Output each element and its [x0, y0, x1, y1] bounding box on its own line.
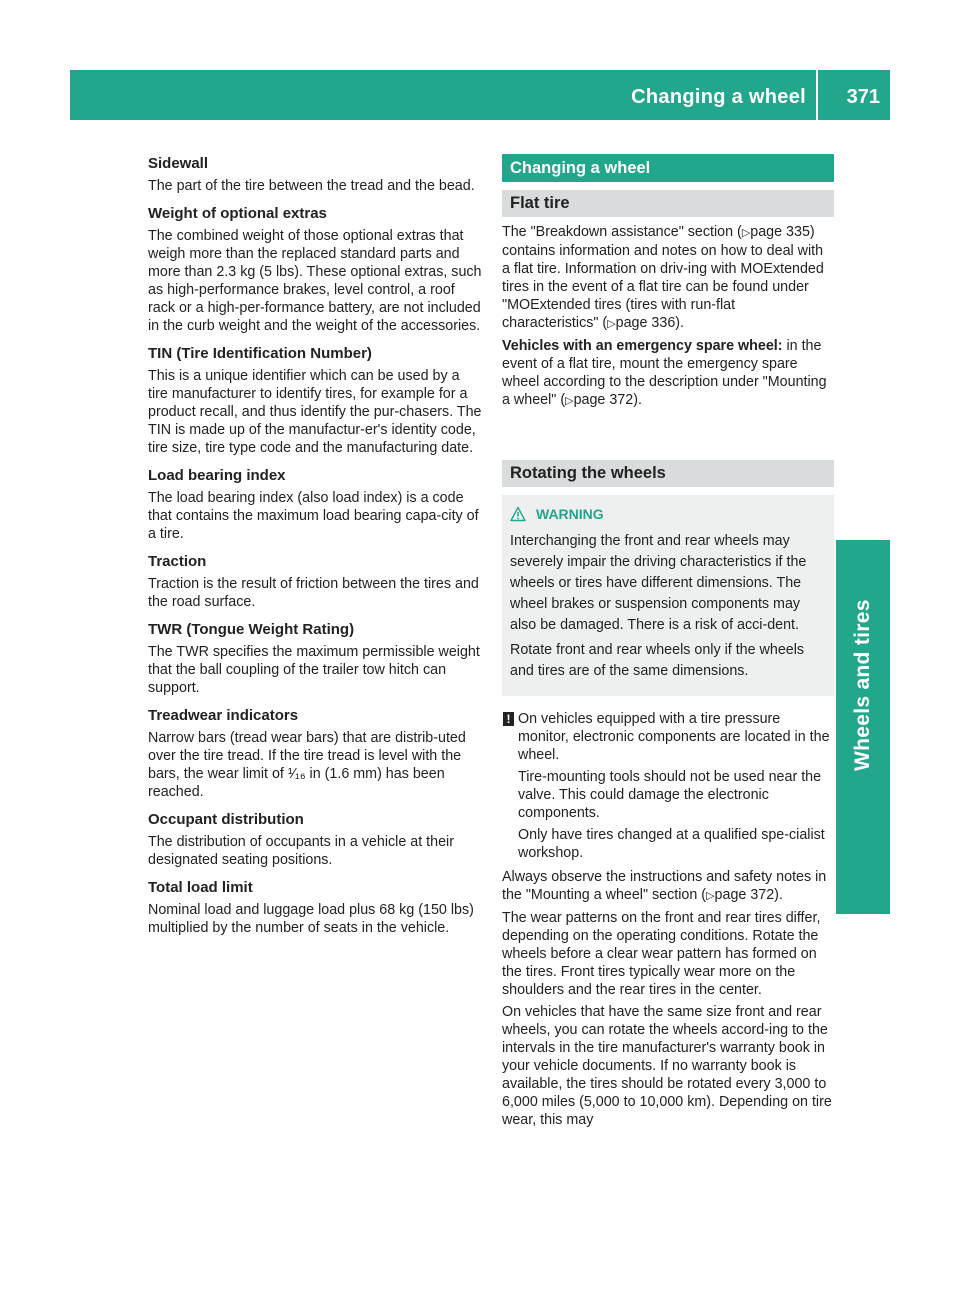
term-definition: The TWR specifies the maximum permissible weight that the ball coupling of the trailer tow hitch can support. [148, 644, 480, 696]
flat-tire-paragraph: The "Breakdown assistance" section (▷page 335) contains information and notes on how to deal with a flat tire. Information on driv-ing with MOExtended tires in the event of a flat tire can be found under "MOExtended tires (tires with run-flat characteristics" (▷page 336). [502, 224, 824, 331]
subsection-heading-rotating: Rotating the wheels [502, 460, 834, 487]
definition-entry [148, 154, 482, 195]
warning-text: Interchanging the front and rear wheels may severely impair the driving characteristics if the wheels or tires have different dimensions. The wheel brakes or suspension components may also be damaged. There is a risk of acci-dent. [510, 533, 807, 633]
term-definition: The load bearing index (also load index) is a code that contains the maximum load bearing capa-city of a tire. [148, 490, 479, 542]
notice-text: Only have tires changed at a qualified spe-cialist workshop. [518, 827, 825, 861]
warning-triangle-icon [510, 506, 526, 522]
term-heading: Weight of optional extras [148, 205, 327, 222]
warning-header [510, 505, 826, 523]
page-header [70, 70, 890, 120]
section-heading: Changing a wheel [502, 154, 834, 182]
safety-paragraph: Always observe the instructions and safety notes in the "Mounting a wheel" section (▷page 372). [502, 869, 827, 903]
term-heading: Load bearing index [148, 467, 286, 484]
side-tab-label: Wheels and tires [851, 599, 874, 771]
term-definition: Narrow bars (tread wear bars) that are distrib-uted over the tire tread. If the tire tread is level with the bars, the wear limit of ¹⁄₁₆ in (1.6 mm) has been reached. [148, 730, 466, 800]
warning-text: Rotate front and rear wheels only if the wheels and tires are of the same dimensions. [510, 642, 805, 679]
notice-block [502, 710, 834, 862]
page-title: Changing a wheel [631, 70, 818, 120]
term-heading: Traction [148, 553, 207, 570]
term-heading: TWR (Tongue Weight Rating) [148, 621, 355, 638]
rotation-interval-paragraph: On vehicles that have the same size front and rear wheels, you can rotate the wheels accord-ing to the intervals in the tire manufacturer's warranty book in your vehicle documents. If no warranty book is available, the tires should be rotated every 3,000 to 6,000 miles (5,000 to 10,000 km). Depending on tire wear, this may [502, 1004, 832, 1128]
term-heading: Total load limit [148, 879, 253, 896]
warning-label: WARNING [536, 506, 604, 522]
definition-entry [148, 620, 482, 697]
page-link[interactable]: page 372). [573, 392, 642, 408]
page-link[interactable]: page 335) contains information and notes on how to deal with a flat tire. Information on driv-ing with MOExtended tires in the event of a flat tire can be found under "MOExtended tires (tires with run-flat characteristics" ( [502, 224, 824, 331]
definition-entry [148, 706, 482, 801]
term-heading: Occupant distribution [148, 811, 304, 828]
term-heading: TIN (Tire Identification Number) [148, 345, 372, 362]
term-definition: The part of the tire between the tread and the bead. [148, 178, 475, 194]
right-column [502, 154, 834, 1133]
definition-entry [148, 204, 482, 335]
exclamation-icon: ! [503, 712, 514, 726]
definition-entry [148, 810, 482, 869]
definition-entry [148, 344, 482, 457]
term-definition: This is a unique identifier which can be used by a tire manufacturer to identify tires, for example for a product recall, and thus identify the pur-chasers. The TIN is made up of the manufactur-er's identity code, tire size, tire type code and the manufacturing date. [148, 368, 482, 456]
term-definition: The distribution of occupants in a vehicle at their designated seating positions. [148, 834, 454, 868]
wear-pattern-paragraph: The wear patterns on the front and rear tires differ, depending on the operating conditions. Rotate the wheels before a clear wear pattern has formed on the tires. Front tires typically wear more on the shoulders and the rear tires in the center. [502, 910, 821, 998]
spare-wheel-paragraph: Vehicles with an emergency spare wheel: in the event of a flat tire, mount the emergency spare wheel according to the description under "Mounting a wheel" (▷page 372). [502, 338, 827, 408]
notice-text: On vehicles equipped with a tire pressure monitor, electronic components are located in the wheel. [518, 711, 830, 763]
term-definition: Traction is the result of friction between the tires and the road surface. [148, 576, 479, 610]
subsection-heading-flat-tire: Flat tire [502, 190, 834, 217]
term-heading: Treadwear indicators [148, 707, 299, 724]
term-heading: Sidewall [148, 155, 209, 172]
definition-entry [148, 552, 482, 611]
page-ref-arrow-icon: ▷ [741, 227, 751, 239]
page-ref-arrow-icon: ▷ [607, 318, 616, 330]
warning-box [502, 495, 834, 696]
page-link[interactable]: page 336). [615, 315, 685, 331]
page-number: 371 [846, 86, 880, 108]
page-link[interactable]: page 372). [714, 887, 783, 903]
page-ref-arrow-icon: ▷ [565, 395, 574, 407]
left-column [148, 154, 482, 946]
term-definition: The combined weight of those optional extras that weigh more than the replaced standard parts and more than 2.3 kg (5 lbs). These optional extras, such as high-performance brakes, level control, a roof rack or a high-per-formance battery, are not included in the curb weight and the weight of the accessories. [148, 228, 482, 334]
page-ref-arrow-icon: ▷ [706, 890, 715, 902]
definition-entry [148, 466, 482, 543]
notice-text: Tire-mounting tools should not be used near the valve. This could damage the electronic components. [518, 769, 822, 821]
term-definition: Nominal load and luggage load plus 68 kg (150 lbs) multiplied by the number of seats in the vehicle. [148, 902, 474, 936]
definition-entry [148, 878, 482, 937]
